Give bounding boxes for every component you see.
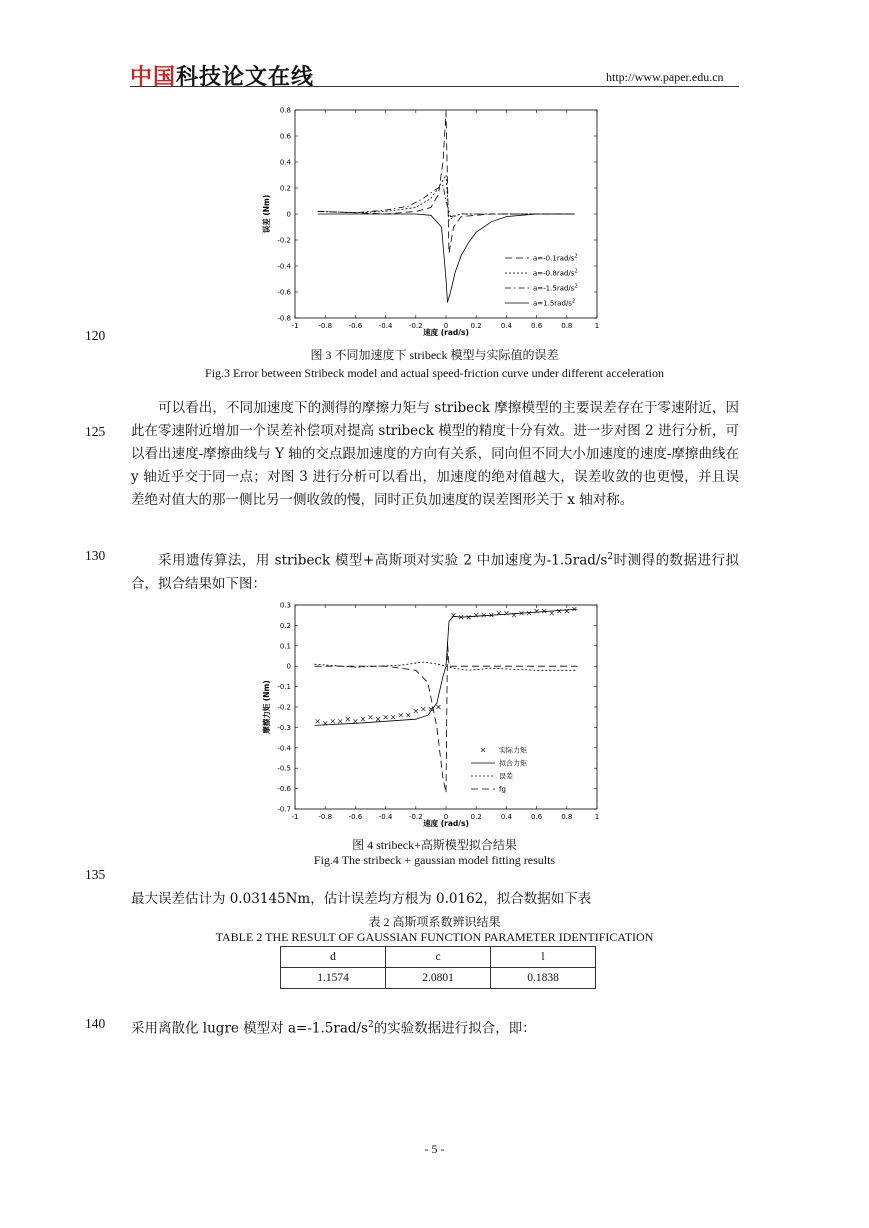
table-header-c: c: [386, 947, 491, 968]
table-header-d: d: [281, 947, 386, 968]
paragraph-4: [131, 1014, 739, 1041]
y-tick-label: 0: [286, 662, 291, 671]
x-tick-label: -0.8: [318, 813, 333, 821]
legend-label-sup: 2: [574, 268, 578, 275]
y-tick-label: -0.2: [277, 703, 291, 712]
x-tick-label: 0.6: [531, 322, 543, 330]
y-axis-label: 误差 (Nm): [262, 194, 271, 234]
x-axis-label: 速度 (rad/s): [423, 328, 469, 337]
paragraph-4-sup: 2: [367, 1020, 374, 1030]
y-tick-label: -0.6: [277, 288, 291, 297]
paragraph-2-text-a: 采用遗传算法，用 stribeck 模型+高斯项对实验 2 中加速度为-1.5rad/s: [158, 552, 608, 569]
legend-label: $a=-1.5rad/s^2$: [533, 283, 578, 293]
y-tick-label: 0.4: [279, 158, 291, 167]
legend-label: $a=1.5rad/s^2$: [533, 298, 576, 308]
legend-label: $a=-0.1rad/s^2$: [533, 253, 578, 263]
paragraph-1: [131, 397, 739, 512]
y-tick-label: 0.1: [279, 642, 291, 651]
table-2-caption-cn: 表 2 高斯项系数辨识结果: [368, 915, 501, 929]
x-tick-label: -0.2: [408, 813, 423, 821]
x-tick-label: -0.6: [348, 813, 363, 821]
y-tick-label: 0: [286, 210, 291, 219]
table-header-l: l: [491, 947, 596, 968]
paragraph-4-text-b: 的实验数据进行拟合，即：: [373, 1020, 536, 1037]
paragraph-2: [131, 546, 739, 596]
table-row: [281, 947, 596, 968]
line-number-140: 140: [85, 1016, 106, 1031]
paragraph-3-text: 最大误差估计为 0.03145Nm，估计误差均方根为 0.0162，拟合数据如下表: [131, 891, 592, 907]
figure-4-chart: [255, 597, 615, 837]
x-tick-label: 1: [594, 813, 600, 821]
table-row: [281, 968, 596, 989]
y-tick-label: 0.2: [279, 621, 291, 630]
table-cell-d: 1.1574: [281, 968, 386, 989]
x-tick-label: 1: [594, 322, 600, 330]
x-tick-label: 0.4: [500, 322, 512, 330]
legend-label: fg: [499, 785, 506, 794]
logo-red-text: 中国: [130, 65, 177, 90]
x-tick-label: -0.4: [378, 322, 393, 330]
x-tick-label: 0: [443, 322, 449, 330]
page-number: - 5 -: [424, 1142, 445, 1156]
x-tick-label: -0.8: [318, 322, 333, 330]
logo-black-text: 科技论文在线: [176, 65, 315, 90]
figure-3-chart: [255, 100, 615, 340]
paragraph-1-text: 可以看出，不同加速度下的测得的摩擦力矩与 stribeck 摩擦模型的主要误差存在于零速附近，因此在零速附近增加一个误差补偿项对提高 stribeck 模型的精度十分有效。进一步对图 2 进行分析，可以看出速度-摩擦曲线与 Y 轴的交点跟加速度的方向有关系，同向但不同大小加速度的速度-摩擦曲线在 y 轴近乎交于同一点；对图 3 进行分析可以看出，加速度的绝对值越大，误差收敛的也更慢，并且误差绝对值大的那一侧比另一侧收敛的慢，同时正负加速度的误差图形关于 x 轴对称。: [131, 400, 739, 508]
x-tick-label: -1: [291, 322, 299, 330]
paragraph-2-sup: 2: [607, 552, 614, 562]
table-2: [280, 946, 596, 989]
table-cell-c: 2.0801: [386, 968, 491, 989]
legend-label-sup: 2: [574, 283, 578, 290]
y-tick-label: -0.1: [277, 683, 291, 692]
x-tick-label: 0.4: [500, 813, 512, 821]
y-tick-label: 0.2: [279, 184, 291, 193]
paragraph-4-text-a: 采用离散化 lugre 模型对 a=-1.5rad/s: [131, 1020, 368, 1037]
table-2-caption-en: TABLE 2 THE RESULT OF GAUSSIAN FUNCTION PARAMETER IDENTIFICATION: [215, 930, 654, 944]
legend-label-sup: 2: [574, 253, 578, 260]
x-tick-label: 0.2: [470, 813, 482, 821]
y-tick-label: 0.8: [279, 106, 291, 115]
header-url[interactable]: http://www.paper.edu.cn: [606, 70, 724, 84]
table-cell-l: 0.1838: [491, 968, 596, 989]
figure-4-caption-cn: 图 4 stribeck+高斯模型拟合结果: [352, 838, 517, 852]
y-tick-label: -0.3: [277, 723, 291, 732]
x-tick-label: -0.4: [378, 813, 393, 821]
x-tick-label: -0.6: [348, 322, 363, 330]
x-tick-label: 0.2: [470, 322, 482, 330]
line-number-120: 120: [85, 328, 106, 343]
x-tick-label: 0.8: [561, 322, 573, 330]
line-number-135: 135: [85, 867, 106, 882]
y-axis-label: 摩擦力矩 (Nm): [262, 680, 271, 734]
legend-label: 拟合力矩: [499, 759, 527, 768]
y-tick-label: 0.3: [279, 601, 291, 610]
figure-3-caption-cn: 图 3 不同加速度下 stribeck 模型与实际值的误差: [310, 348, 559, 362]
figure-4-caption-en: Fig.4 The stribeck + gaussian model fitting results: [313, 853, 556, 867]
x-tick-label: 0.6: [531, 813, 543, 821]
figure-3-caption-en: Fig.3 Error between Stribeck model and actual speed-friction curve under different acceleration: [205, 366, 664, 380]
header-rule: [130, 86, 739, 87]
legend-label: $a=-0.8rad/s^2$: [533, 268, 578, 278]
x-tick-label: 0.8: [561, 813, 573, 821]
x-tick-label: -1: [291, 813, 299, 821]
y-tick-label: -0.4: [277, 262, 291, 271]
y-tick-label: -0.7: [277, 805, 291, 814]
legend-label-sup: 2: [571, 298, 576, 305]
x-axis-label: 速度 (rad/s): [423, 819, 469, 828]
line-number-130: 130: [85, 548, 106, 563]
paragraph-2-text-b: 时测得的数据进行拟合，拟合结果如下图：: [131, 552, 740, 592]
x-tick-label: -0.2: [408, 322, 423, 330]
y-tick-label: -0.8: [277, 314, 291, 323]
y-tick-label: -0.2: [277, 236, 291, 245]
y-tick-label: -0.5: [277, 764, 291, 773]
legend-label: 误差: [499, 772, 513, 781]
y-tick-label: -0.6: [277, 785, 291, 794]
legend-label: 实际力矩: [499, 746, 527, 755]
line-number-125: 125: [85, 424, 106, 439]
y-tick-label: -0.4: [277, 744, 291, 753]
x-tick-label: 0: [443, 813, 449, 821]
y-tick-label: 0.6: [279, 132, 291, 141]
paragraph-3: [131, 888, 739, 911]
